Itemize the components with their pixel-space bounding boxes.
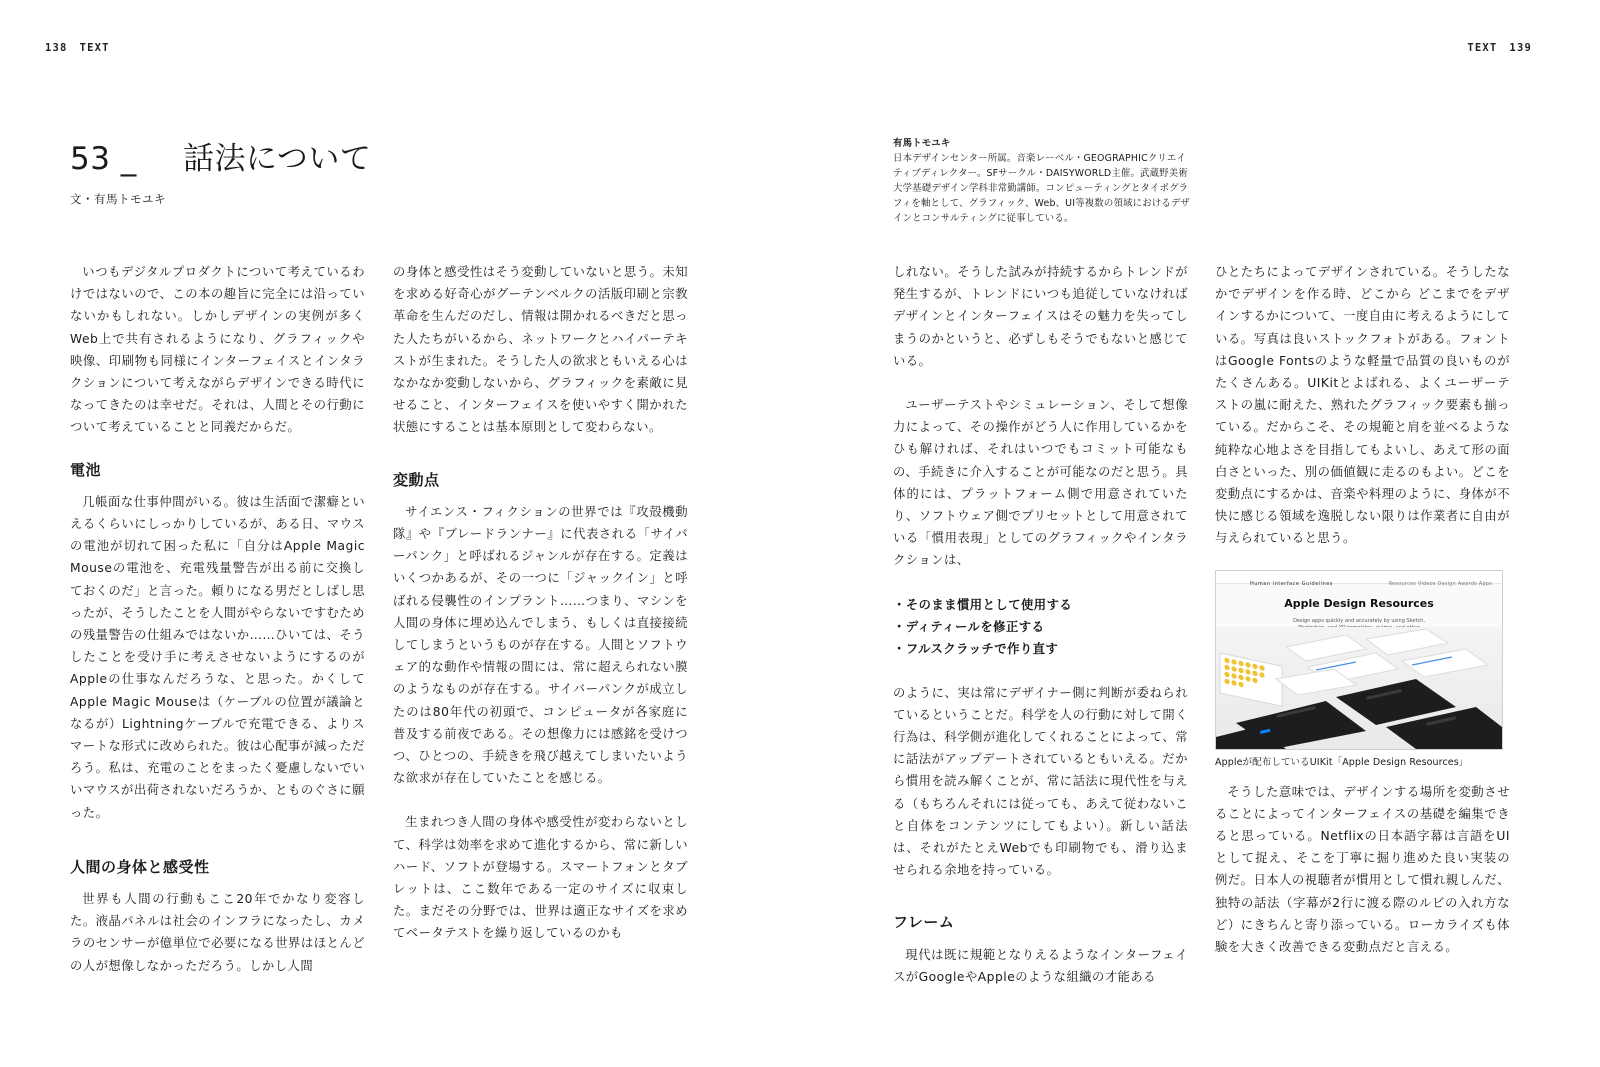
figure-subline: Design apps quickly and accurately by using Sketch, [1293, 617, 1425, 624]
figure-nav-title: Human Interface Guidelines [1250, 580, 1333, 587]
article-title [70, 133, 371, 178]
list-item: ・ そのまま慣用として使用する [893, 594, 1188, 616]
author-bio-text: 日本デザインセンター所属。音楽レーベル・GEOGRAPHICクリエイティブディレクター。SFサークル・DAISYWORLD主催。武蔵野美術大学基礎デザイン学科非常勤講師。コンピューティングとタイポグラフィを軸として、グラフィック、Web、UI等複数の領域におけるデザインとコンサルティングに従事している。 [893, 153, 1191, 224]
change-paragraph-2: 生まれつき人間の身体や感受性が変わらないとして、科学は効率を求めて進化するから、常に新しいハード、ソフトが登場する。スマートフォンとタブレットは、ここ数年である一定のサイズに収束した。まだその分野では、世界は適正なサイズを求めてベータテストを繰り返しているのかも [393, 815, 688, 941]
text-column-1 [70, 261, 365, 977]
left-running-header [45, 42, 110, 54]
article-title-text: 話法について [183, 141, 372, 177]
figure-headline: Apple Design Resources [1284, 596, 1434, 610]
right-section-label: TEXT [1467, 42, 1498, 54]
right-page-number: 139 [1509, 42, 1532, 54]
battery-paragraph: 几帳面な仕事仲間がいる。彼は生活面で潔癖といえるくらいにしっかりしているが、ある日、マウスの電池が切れて困った私に「自分はApple Magic Mouseの電池を、充電残量警告が出る前に交換しておくのだ」と言った。頼りになる男だとしばし思ったが、そうしたことを人間がやらないですむための残量警告の仕組みではないか……ひいては、そうしたことを受け手に考えさせないようにするのがAppleの仕事なんだろうな、と思った。かくしてApple Magic Mouseは（ケーブルの位置が議論となるが）Lightningケーブルで充電できる、よりスマートな形式に改められた。彼は心配事が減っただろう。私は、充電のことをまったく憂慮しないでいいマウスが出荷されないだろうか、とものぐさに願った。 [70, 494, 365, 820]
author-name: 有馬トモユキ [893, 138, 951, 149]
text-column-3 [893, 261, 1188, 988]
left-section-label: TEXT [79, 42, 110, 54]
right-running-header [1467, 42, 1532, 54]
intro-paragraph: いつもデジタルプロダクトについて考えているわけではないので、この本の趣旨に完全には沿っていないかもしれない。しかしデザインの実例が多くWeb上で共有されるようになり、グラフィックや映像、印刷物も同様にインターフェイスとインタラクションについて考えながらデザインできる時代になってきたのは幸せだ。それは、人間とその行動について考えていることと同義だからだ。 [70, 265, 365, 435]
text-column-4 [1215, 261, 1510, 958]
heading-battery: 電池 [70, 460, 102, 479]
heading-change-point: 変動点 [393, 470, 440, 489]
heading-body-sensibility: 人間の身体と感受性 [70, 857, 210, 876]
article-number: 53 _ [70, 141, 137, 177]
change-paragraph-4: のように、実は常にデザイナー側に判断が委ねられているということだ。科学を人の行動に対して開く行為は、科学側が進化してくれることによって、常に話法がアップデートされているともいえる。だから慣用を読み解くことが、常に話法に現代性を与える（もちろんそれには従っても、あえて従わないこと自体をコンテンツにしてもよい）。新しい話法は、それがたとえWebでも印刷物でも、滑り込ませられる余地を持っている。 [893, 685, 1188, 878]
heading-frame: フレーム [893, 913, 955, 932]
text-column-2 [393, 261, 688, 945]
figure-caption: Appleが配布しているUIKit「Apple Design Resources」 [1215, 756, 1469, 768]
change-paragraph-1: サイエンス・フィクションの世界では『攻殻機動隊』や『ブレードランナー』に代表される「サイバーパンク」と呼ばれるジャンルが存在する。定義はいくつかあるが、その一つに「ジャックイン」と呼ばれる侵襲性のインプラント……つまり、マシンを人間の身体に埋め込んでしまう、もしくは直接接続してしまうというものが存在する。人間とソフトウェア的な動作や情報の間には、常に超えられない膜のようなものが存在する。サイバーパンクが成立したのは80年代の初頭で、コンピュータが各家庭に普及する前夜である。その想像力には感銘を受けつつ、ひとつの、手続きを飛び越えてしまいたいような欲求が存在していたことを感じる。 [393, 504, 688, 786]
author-bio [893, 136, 1193, 226]
idiom-options-list [893, 594, 1188, 660]
body-paragraph: 世界も人間の行動もここ20年でかなり変容した。液晶パネルは社会のインフラになったし、カメラのセンサーが億単位で必要になる世界はほとんどの人が想像しなかっただろう。しかし人間 [70, 892, 365, 973]
figure-artwork [1216, 627, 1502, 749]
frame-paragraph-continued: ひとたちによってデザインされている。そうしたなかでデザインを作る時、どこから どこまでをデザインするかについて、一度自由に考えるようにしている。写真は良いストックフォトがある。フォントはGoogle Fontsのような軽量で品質の良いものがたくさんある。UIKitとよばれる、よくユーザーテストの嵐に耐えた、熟れたグラフィック要素も揃っている。だからこそ、その規範と肩を並べるような純粋な心地よさを目指してもよいし、あえて形の面白さといった、別の価値観に走るのもよい。どこを変動点にするかは、音楽や料理のように、身体が不快に感じる領域を逸脱しない限りは作業者に自由が与えられていると思う。 [1215, 265, 1510, 546]
figure-nav-links: Resources Videos Design Awards Apps [1388, 580, 1492, 587]
change-paragraph-2-continued: しれない。そうした試みが持続するからトレンドが発生するが、トレンドにいつも追従していなければデザインとインターフェイスはその魅力を失ってしまうのかというと、必ずしもそうでもないと感じている。 [893, 265, 1188, 368]
article-byline: 文・有馬トモユキ [70, 192, 166, 206]
left-page-number: 138 [45, 42, 68, 54]
list-item: ・ ディティールを修正する [893, 616, 1188, 638]
change-paragraph-3: ユーザーテストやシミュレーション、そして想像力によって、その操作がどう人に作用しているかをひも解ければ、それはいつでもコミット可能なもの、手続きに介入することが可能なのだと思う。具体的には、プラットフォーム側で用意されていたり、ソフトウェア側でプリセットとして用意されている「慣用表現」としてのグラフィックやインタラクションは、 [893, 398, 1188, 568]
figure-apple-design-resources [1215, 570, 1510, 769]
figure-screenshot [1215, 570, 1503, 750]
frame-paragraph: 現代は既に規範となりえるようなインターフェイスがGoogleやAppleのような組織の才能ある [893, 947, 1188, 984]
closing-paragraph: そうした意味では、デザインする場所を変動させることによってインターフェイスの基礎を編集できると思っている。Netflixの日本語字幕は言語をUIとして捉え、そこを丁寧に掘り進めた良い実装の例だ。日本人の視聴者が慣用として慣れ親しんだ、独特の話法（字幕が2行に渡る際のルビの入れ方など）にきちんと寄り添っている。ローカライズも体験を大きく改善できる変動点だと言える。 [1215, 784, 1510, 955]
figure-nav-bar [1216, 571, 1502, 587]
list-item: ・ フルスクラッチで作り直す [893, 638, 1188, 660]
body-paragraph-continued: の身体と感受性はそう変動していないと思う。未知を求める好奇心がグーテンベルクの活版印刷と宗教革命を生んだのだし、情報は開かれるべきだと思った人たちがいるから、ネットワークとハイパーテキストが生まれた。そうした人の欲求ともいえる心はなかなか変動しないから、グラフィックを素敵に見せること、インターフェイスを使いやすく開かれた状態にすることは基本原則として変わらない。 [393, 265, 688, 435]
